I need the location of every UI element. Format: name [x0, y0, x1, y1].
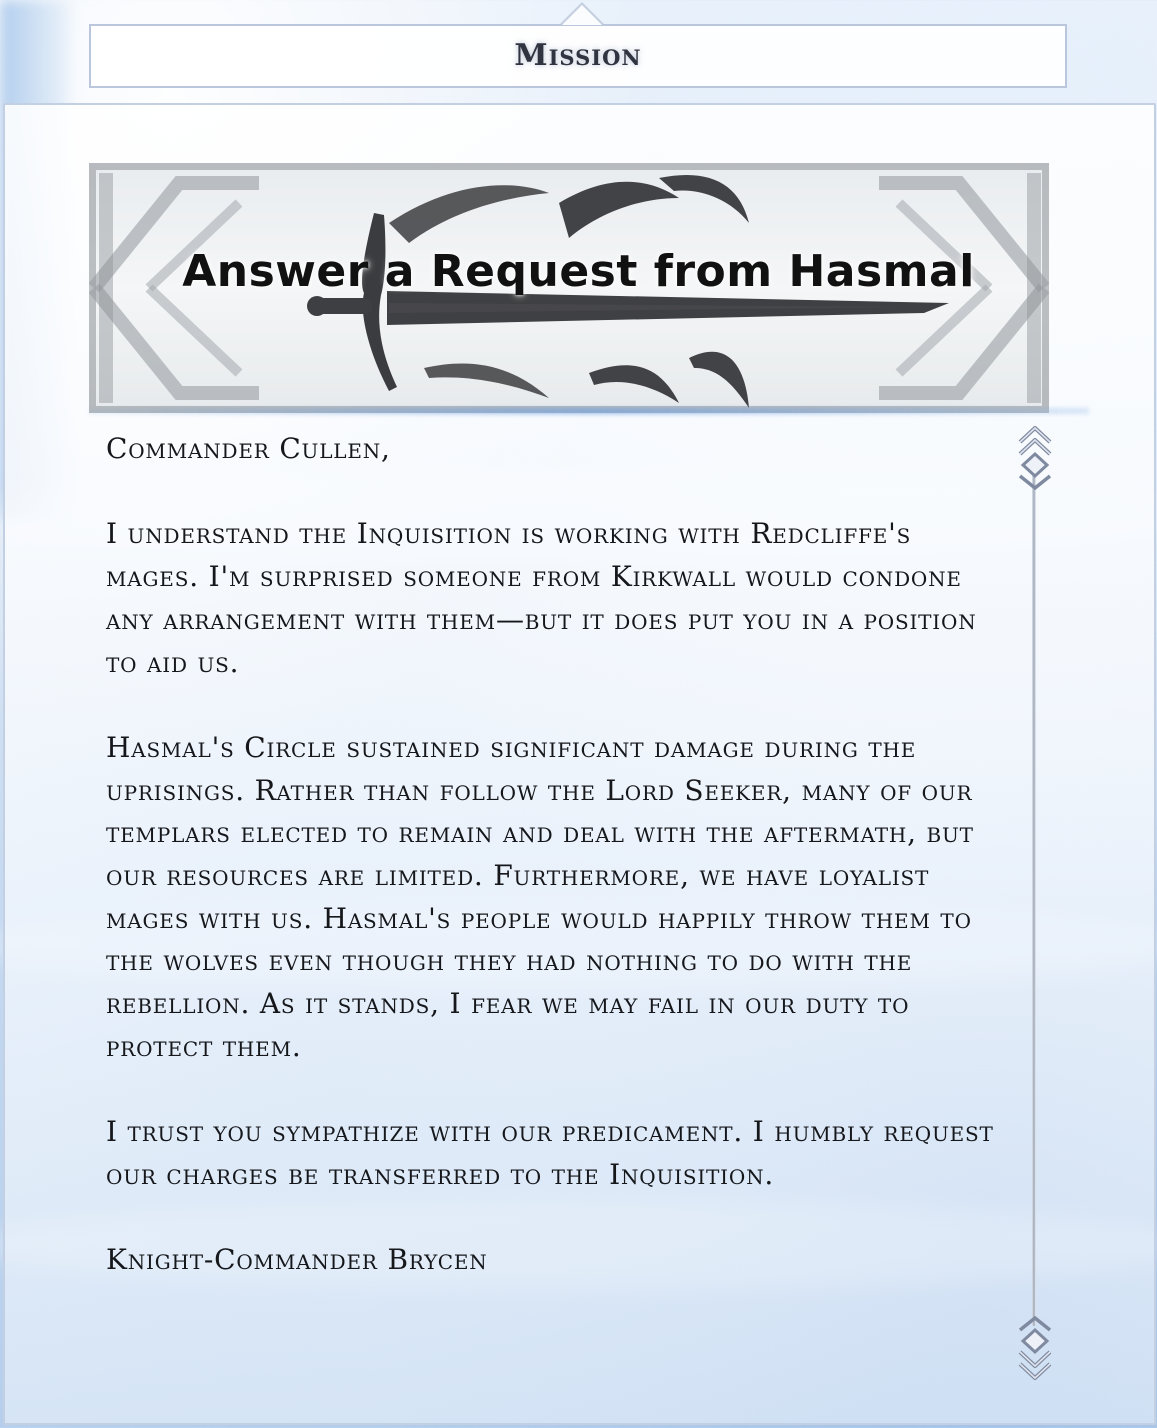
letter-signature: Knight-Commander Brycen	[106, 1243, 488, 1277]
double-chevron-down-icon[interactable]	[1016, 1316, 1054, 1382]
letter-paragraph: I understand the Inquisition is working with Redcliffe's mages. I'm surprised someone from Kirkwall would condone any arrangement with them—but it does put you in a position to aid us.	[106, 517, 977, 679]
letter-paragraph: I trust you sympathize with our predicament. I humbly request our charges be transferred to the Inquisition.	[106, 1115, 994, 1191]
banner-divider	[89, 408, 1089, 414]
scrollbar-track[interactable]	[1032, 474, 1036, 1326]
mission-title: Mission	[514, 38, 642, 73]
header-notch-inner	[562, 5, 602, 25]
letter-greeting: Commander Cullen,	[106, 432, 391, 465]
double-chevron-up-icon[interactable]	[1016, 424, 1054, 490]
letter-paragraph: Hasmal's Circle sustained significant damage during the uprisings. Rather than follow the Lord Seeker, many of our templars elected to remain and deal with the aftermath, but our resources are limited. Furthermore, we have loyalist mages with us. Hasmal's people would happily throw them to the wolves even though they had nothing to do with the rebellion. As it stands, I fear we may fail in our duty to protect them.	[106, 730, 974, 1063]
banner-title: Answer a Request from Hasmal	[182, 246, 975, 297]
letter-body	[106, 428, 1011, 1282]
